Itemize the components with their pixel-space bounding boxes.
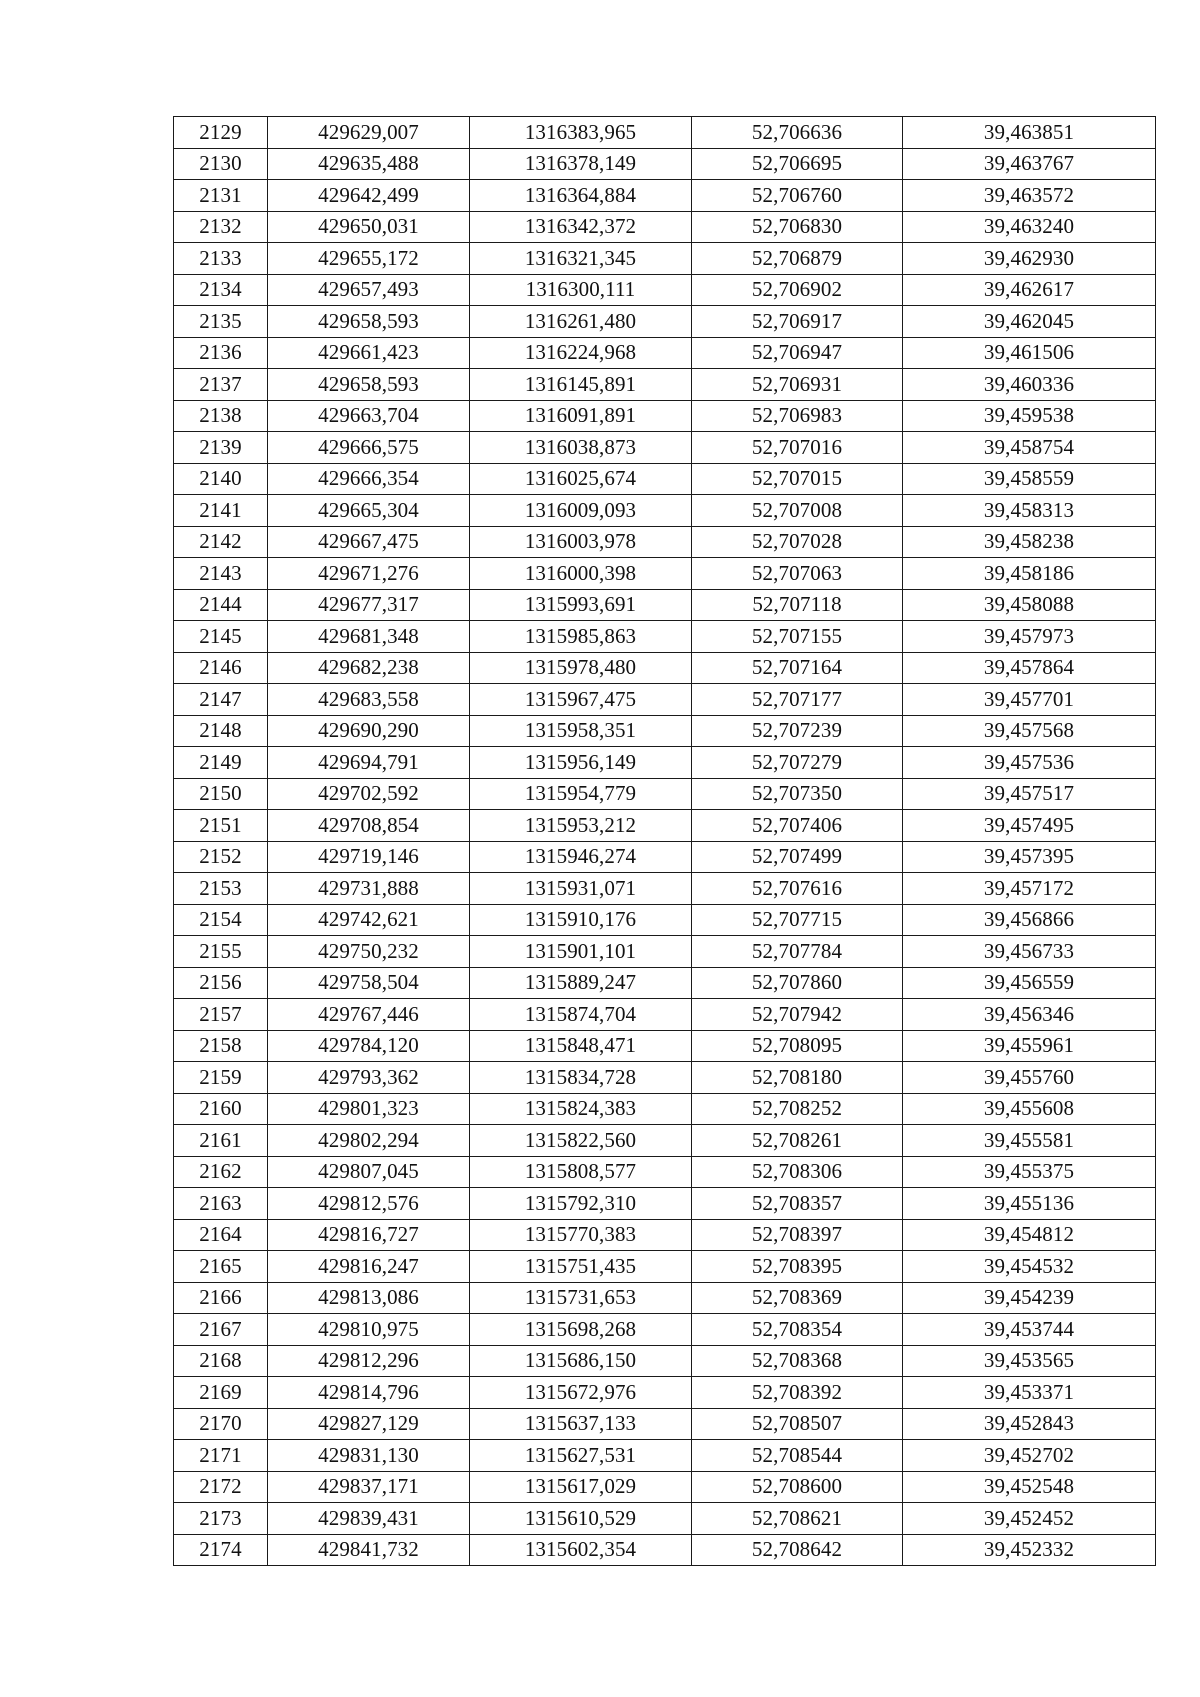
table-row	[174, 1282, 1156, 1314]
latitude-cell: 52,707239	[692, 715, 903, 747]
latitude-cell: 52,708642	[692, 1534, 903, 1566]
longitude-cell: 39,456559	[903, 967, 1156, 999]
point-number-cell: 2159	[174, 1062, 268, 1094]
coord-y-cell: 1315770,383	[470, 1219, 692, 1251]
coord-x-cell: 429758,504	[268, 967, 470, 999]
longitude-cell: 39,455760	[903, 1062, 1156, 1094]
coord-x-cell: 429801,323	[268, 1093, 470, 1125]
point-number-cell: 2172	[174, 1471, 268, 1503]
latitude-cell: 52,707155	[692, 621, 903, 653]
point-number-cell: 2137	[174, 369, 268, 401]
coord-y-cell: 1315954,779	[470, 778, 692, 810]
coord-y-cell: 1315602,354	[470, 1534, 692, 1566]
coord-x-cell: 429677,317	[268, 589, 470, 621]
coord-y-cell: 1315822,560	[470, 1125, 692, 1157]
point-number-cell: 2150	[174, 778, 268, 810]
coord-x-cell: 429671,276	[268, 558, 470, 590]
point-number-cell: 2156	[174, 967, 268, 999]
coord-x-cell: 429666,575	[268, 432, 470, 464]
point-number-cell: 2132	[174, 211, 268, 243]
coord-x-cell: 429813,086	[268, 1282, 470, 1314]
point-number-cell: 2160	[174, 1093, 268, 1125]
latitude-cell: 52,708392	[692, 1377, 903, 1409]
table-row	[174, 1377, 1156, 1409]
longitude-cell: 39,452843	[903, 1408, 1156, 1440]
table-row	[174, 148, 1156, 180]
longitude-cell: 39,457536	[903, 747, 1156, 779]
longitude-cell: 39,457568	[903, 715, 1156, 747]
latitude-cell: 52,707942	[692, 999, 903, 1031]
point-number-cell: 2167	[174, 1314, 268, 1346]
coord-y-cell: 1315985,863	[470, 621, 692, 653]
latitude-cell: 52,708397	[692, 1219, 903, 1251]
coord-y-cell: 1316342,372	[470, 211, 692, 243]
table-row	[174, 211, 1156, 243]
point-number-cell: 2143	[174, 558, 268, 590]
latitude-cell: 52,707350	[692, 778, 903, 810]
coord-y-cell: 1316145,891	[470, 369, 692, 401]
latitude-cell: 52,708621	[692, 1503, 903, 1535]
coord-x-cell: 429742,621	[268, 904, 470, 936]
table-row	[174, 432, 1156, 464]
longitude-cell: 39,458559	[903, 463, 1156, 495]
table-row	[174, 463, 1156, 495]
longitude-cell: 39,458238	[903, 526, 1156, 558]
coord-x-cell: 429681,348	[268, 621, 470, 653]
coord-x-cell: 429812,296	[268, 1345, 470, 1377]
latitude-cell: 52,706931	[692, 369, 903, 401]
coord-y-cell: 1316364,884	[470, 180, 692, 212]
longitude-cell: 39,458088	[903, 589, 1156, 621]
coord-x-cell: 429708,854	[268, 810, 470, 842]
table-row	[174, 778, 1156, 810]
coord-x-cell: 429694,791	[268, 747, 470, 779]
latitude-cell: 52,707499	[692, 841, 903, 873]
coord-x-cell: 429702,592	[268, 778, 470, 810]
longitude-cell: 39,452332	[903, 1534, 1156, 1566]
point-number-cell: 2146	[174, 652, 268, 684]
table-row	[174, 1314, 1156, 1346]
table-row	[174, 1093, 1156, 1125]
point-number-cell: 2151	[174, 810, 268, 842]
coord-x-cell: 429667,475	[268, 526, 470, 558]
table-row	[174, 1125, 1156, 1157]
latitude-cell: 52,707063	[692, 558, 903, 590]
longitude-cell: 39,462617	[903, 274, 1156, 306]
latitude-cell: 52,706983	[692, 400, 903, 432]
coord-y-cell: 1315956,149	[470, 747, 692, 779]
latitude-cell: 52,708395	[692, 1251, 903, 1283]
coord-x-cell: 429827,129	[268, 1408, 470, 1440]
latitude-cell: 52,707164	[692, 652, 903, 684]
point-number-cell: 2152	[174, 841, 268, 873]
latitude-cell: 52,707008	[692, 495, 903, 527]
point-number-cell: 2166	[174, 1282, 268, 1314]
coord-y-cell: 1315672,976	[470, 1377, 692, 1409]
coord-x-cell: 429816,727	[268, 1219, 470, 1251]
coord-y-cell: 1315792,310	[470, 1188, 692, 1220]
point-number-cell: 2164	[174, 1219, 268, 1251]
longitude-cell: 39,458186	[903, 558, 1156, 590]
longitude-cell: 39,452548	[903, 1471, 1156, 1503]
coord-x-cell: 429682,238	[268, 652, 470, 684]
table-row	[174, 274, 1156, 306]
coord-y-cell: 1316003,978	[470, 526, 692, 558]
coord-y-cell: 1316000,398	[470, 558, 692, 590]
coord-x-cell: 429816,247	[268, 1251, 470, 1283]
coord-x-cell: 429650,031	[268, 211, 470, 243]
latitude-cell: 52,708354	[692, 1314, 903, 1346]
coord-y-cell: 1315967,475	[470, 684, 692, 716]
longitude-cell: 39,457973	[903, 621, 1156, 653]
point-number-cell: 2139	[174, 432, 268, 464]
longitude-cell: 39,462930	[903, 243, 1156, 275]
coord-x-cell: 429810,975	[268, 1314, 470, 1346]
table-row	[174, 684, 1156, 716]
table-row	[174, 243, 1156, 275]
longitude-cell: 39,455136	[903, 1188, 1156, 1220]
table-row	[174, 1503, 1156, 1535]
table-row	[174, 904, 1156, 936]
table-row	[174, 400, 1156, 432]
coord-y-cell: 1315978,480	[470, 652, 692, 684]
latitude-cell: 52,708095	[692, 1030, 903, 1062]
coord-x-cell: 429814,796	[268, 1377, 470, 1409]
table-row	[174, 1219, 1156, 1251]
latitude-cell: 52,708261	[692, 1125, 903, 1157]
latitude-cell: 52,708252	[692, 1093, 903, 1125]
coord-x-cell: 429658,593	[268, 369, 470, 401]
latitude-cell: 52,707406	[692, 810, 903, 842]
latitude-cell: 52,708600	[692, 1471, 903, 1503]
longitude-cell: 39,458313	[903, 495, 1156, 527]
coord-y-cell: 1315698,268	[470, 1314, 692, 1346]
coord-y-cell: 1315610,529	[470, 1503, 692, 1535]
latitude-cell: 52,706830	[692, 211, 903, 243]
coord-x-cell: 429666,354	[268, 463, 470, 495]
point-number-cell: 2142	[174, 526, 268, 558]
longitude-cell: 39,457701	[903, 684, 1156, 716]
coord-y-cell: 1316300,111	[470, 274, 692, 306]
coord-y-cell: 1316091,891	[470, 400, 692, 432]
longitude-cell: 39,460336	[903, 369, 1156, 401]
latitude-cell: 52,707279	[692, 747, 903, 779]
point-number-cell: 2158	[174, 1030, 268, 1062]
coord-x-cell: 429683,558	[268, 684, 470, 716]
point-number-cell: 2169	[174, 1377, 268, 1409]
coordinates-table-body	[174, 117, 1156, 1566]
table-row	[174, 180, 1156, 212]
longitude-cell: 39,454812	[903, 1219, 1156, 1251]
point-number-cell: 2134	[174, 274, 268, 306]
longitude-cell: 39,455581	[903, 1125, 1156, 1157]
longitude-cell: 39,454532	[903, 1251, 1156, 1283]
latitude-cell: 52,707016	[692, 432, 903, 464]
longitude-cell: 39,457495	[903, 810, 1156, 842]
longitude-cell: 39,454239	[903, 1282, 1156, 1314]
latitude-cell: 52,708369	[692, 1282, 903, 1314]
table-row	[174, 999, 1156, 1031]
point-number-cell: 2129	[174, 117, 268, 149]
table-row	[174, 621, 1156, 653]
coord-x-cell: 429750,232	[268, 936, 470, 968]
longitude-cell: 39,452702	[903, 1440, 1156, 1472]
latitude-cell: 52,706917	[692, 306, 903, 338]
coord-x-cell: 429767,446	[268, 999, 470, 1031]
coord-y-cell: 1316261,480	[470, 306, 692, 338]
latitude-cell: 52,708544	[692, 1440, 903, 1472]
coord-x-cell: 429841,732	[268, 1534, 470, 1566]
longitude-cell: 39,453371	[903, 1377, 1156, 1409]
coord-y-cell: 1315617,029	[470, 1471, 692, 1503]
latitude-cell: 52,707028	[692, 526, 903, 558]
point-number-cell: 2165	[174, 1251, 268, 1283]
point-number-cell: 2141	[174, 495, 268, 527]
table-row	[174, 589, 1156, 621]
point-number-cell: 2147	[174, 684, 268, 716]
coord-x-cell: 429802,294	[268, 1125, 470, 1157]
longitude-cell: 39,463851	[903, 117, 1156, 149]
latitude-cell: 52,707616	[692, 873, 903, 905]
coord-x-cell: 429831,130	[268, 1440, 470, 1472]
point-number-cell: 2171	[174, 1440, 268, 1472]
coord-x-cell: 429642,499	[268, 180, 470, 212]
point-number-cell: 2162	[174, 1156, 268, 1188]
coordinates-table	[173, 116, 1156, 1566]
table-row	[174, 1534, 1156, 1566]
point-number-cell: 2174	[174, 1534, 268, 1566]
coord-y-cell: 1316383,965	[470, 117, 692, 149]
table-row	[174, 1188, 1156, 1220]
latitude-cell: 52,708507	[692, 1408, 903, 1440]
table-row	[174, 369, 1156, 401]
table-row	[174, 526, 1156, 558]
point-number-cell: 2168	[174, 1345, 268, 1377]
longitude-cell: 39,455375	[903, 1156, 1156, 1188]
coord-x-cell: 429661,423	[268, 337, 470, 369]
point-number-cell: 2133	[174, 243, 268, 275]
coord-y-cell: 1315889,247	[470, 967, 692, 999]
longitude-cell: 39,462045	[903, 306, 1156, 338]
coord-y-cell: 1315901,101	[470, 936, 692, 968]
longitude-cell: 39,457395	[903, 841, 1156, 873]
table-row	[174, 1440, 1156, 1472]
longitude-cell: 39,461506	[903, 337, 1156, 369]
point-number-cell: 2145	[174, 621, 268, 653]
point-number-cell: 2144	[174, 589, 268, 621]
coord-y-cell: 1315874,704	[470, 999, 692, 1031]
coord-y-cell: 1315958,351	[470, 715, 692, 747]
longitude-cell: 39,457172	[903, 873, 1156, 905]
longitude-cell: 39,457864	[903, 652, 1156, 684]
coord-y-cell: 1315834,728	[470, 1062, 692, 1094]
table-row	[174, 715, 1156, 747]
latitude-cell: 52,707784	[692, 936, 903, 968]
table-row	[174, 1251, 1156, 1283]
coord-y-cell: 1315910,176	[470, 904, 692, 936]
point-number-cell: 2170	[174, 1408, 268, 1440]
point-number-cell: 2131	[174, 180, 268, 212]
latitude-cell: 52,707860	[692, 967, 903, 999]
latitude-cell: 52,707715	[692, 904, 903, 936]
latitude-cell: 52,708357	[692, 1188, 903, 1220]
longitude-cell: 39,456733	[903, 936, 1156, 968]
longitude-cell: 39,459538	[903, 400, 1156, 432]
coord-x-cell: 429663,704	[268, 400, 470, 432]
point-number-cell: 2138	[174, 400, 268, 432]
coord-x-cell: 429719,146	[268, 841, 470, 873]
coord-y-cell: 1315946,274	[470, 841, 692, 873]
point-number-cell: 2149	[174, 747, 268, 779]
coord-y-cell: 1315686,150	[470, 1345, 692, 1377]
latitude-cell: 52,706760	[692, 180, 903, 212]
coord-x-cell: 429839,431	[268, 1503, 470, 1535]
point-number-cell: 2136	[174, 337, 268, 369]
latitude-cell: 52,708306	[692, 1156, 903, 1188]
point-number-cell: 2140	[174, 463, 268, 495]
point-number-cell: 2130	[174, 148, 268, 180]
table-row	[174, 495, 1156, 527]
coord-y-cell: 1316009,093	[470, 495, 692, 527]
latitude-cell: 52,708180	[692, 1062, 903, 1094]
coord-x-cell: 429807,045	[268, 1156, 470, 1188]
coord-y-cell: 1315627,531	[470, 1440, 692, 1472]
longitude-cell: 39,457517	[903, 778, 1156, 810]
coord-y-cell: 1315637,133	[470, 1408, 692, 1440]
coord-x-cell: 429629,007	[268, 117, 470, 149]
point-number-cell: 2157	[174, 999, 268, 1031]
coord-y-cell: 1316321,345	[470, 243, 692, 275]
table-row	[174, 873, 1156, 905]
coord-x-cell: 429655,172	[268, 243, 470, 275]
table-row	[174, 1408, 1156, 1440]
point-number-cell: 2173	[174, 1503, 268, 1535]
longitude-cell: 39,453565	[903, 1345, 1156, 1377]
table-row	[174, 1345, 1156, 1377]
latitude-cell: 52,707118	[692, 589, 903, 621]
latitude-cell: 52,706902	[692, 274, 903, 306]
latitude-cell: 52,708368	[692, 1345, 903, 1377]
coord-x-cell: 429635,488	[268, 148, 470, 180]
coord-x-cell: 429657,493	[268, 274, 470, 306]
table-row	[174, 810, 1156, 842]
coord-y-cell: 1315824,383	[470, 1093, 692, 1125]
coord-y-cell: 1315808,577	[470, 1156, 692, 1188]
point-number-cell: 2154	[174, 904, 268, 936]
coord-y-cell: 1315731,653	[470, 1282, 692, 1314]
table-row	[174, 841, 1156, 873]
coord-x-cell: 429731,888	[268, 873, 470, 905]
point-number-cell: 2155	[174, 936, 268, 968]
table-row	[174, 1471, 1156, 1503]
latitude-cell: 52,706695	[692, 148, 903, 180]
coord-y-cell: 1315848,471	[470, 1030, 692, 1062]
table-row	[174, 747, 1156, 779]
coord-x-cell: 429793,362	[268, 1062, 470, 1094]
longitude-cell: 39,458754	[903, 432, 1156, 464]
table-row	[174, 337, 1156, 369]
coord-y-cell: 1316378,149	[470, 148, 692, 180]
table-row	[174, 558, 1156, 590]
table-row	[174, 967, 1156, 999]
point-number-cell: 2148	[174, 715, 268, 747]
coord-y-cell: 1316038,873	[470, 432, 692, 464]
table-row	[174, 1030, 1156, 1062]
latitude-cell: 52,706879	[692, 243, 903, 275]
point-number-cell: 2161	[174, 1125, 268, 1157]
latitude-cell: 52,706636	[692, 117, 903, 149]
point-number-cell: 2163	[174, 1188, 268, 1220]
coord-y-cell: 1315751,435	[470, 1251, 692, 1283]
table-row	[174, 936, 1156, 968]
coord-y-cell: 1316025,674	[470, 463, 692, 495]
longitude-cell: 39,463572	[903, 180, 1156, 212]
longitude-cell: 39,463240	[903, 211, 1156, 243]
coord-y-cell: 1315931,071	[470, 873, 692, 905]
longitude-cell: 39,463767	[903, 148, 1156, 180]
coord-x-cell: 429812,576	[268, 1188, 470, 1220]
point-number-cell: 2153	[174, 873, 268, 905]
table-row	[174, 306, 1156, 338]
coord-y-cell: 1316224,968	[470, 337, 692, 369]
coord-x-cell: 429658,593	[268, 306, 470, 338]
longitude-cell: 39,455961	[903, 1030, 1156, 1062]
longitude-cell: 39,453744	[903, 1314, 1156, 1346]
longitude-cell: 39,456346	[903, 999, 1156, 1031]
longitude-cell: 39,456866	[903, 904, 1156, 936]
table-row	[174, 1062, 1156, 1094]
latitude-cell: 52,707177	[692, 684, 903, 716]
table-row	[174, 117, 1156, 149]
coord-x-cell: 429665,304	[268, 495, 470, 527]
latitude-cell: 52,706947	[692, 337, 903, 369]
coord-y-cell: 1315993,691	[470, 589, 692, 621]
coord-x-cell: 429784,120	[268, 1030, 470, 1062]
longitude-cell: 39,452452	[903, 1503, 1156, 1535]
coord-y-cell: 1315953,212	[470, 810, 692, 842]
coord-x-cell: 429837,171	[268, 1471, 470, 1503]
latitude-cell: 52,707015	[692, 463, 903, 495]
longitude-cell: 39,455608	[903, 1093, 1156, 1125]
coord-x-cell: 429690,290	[268, 715, 470, 747]
table-row	[174, 1156, 1156, 1188]
table-row	[174, 652, 1156, 684]
point-number-cell: 2135	[174, 306, 268, 338]
